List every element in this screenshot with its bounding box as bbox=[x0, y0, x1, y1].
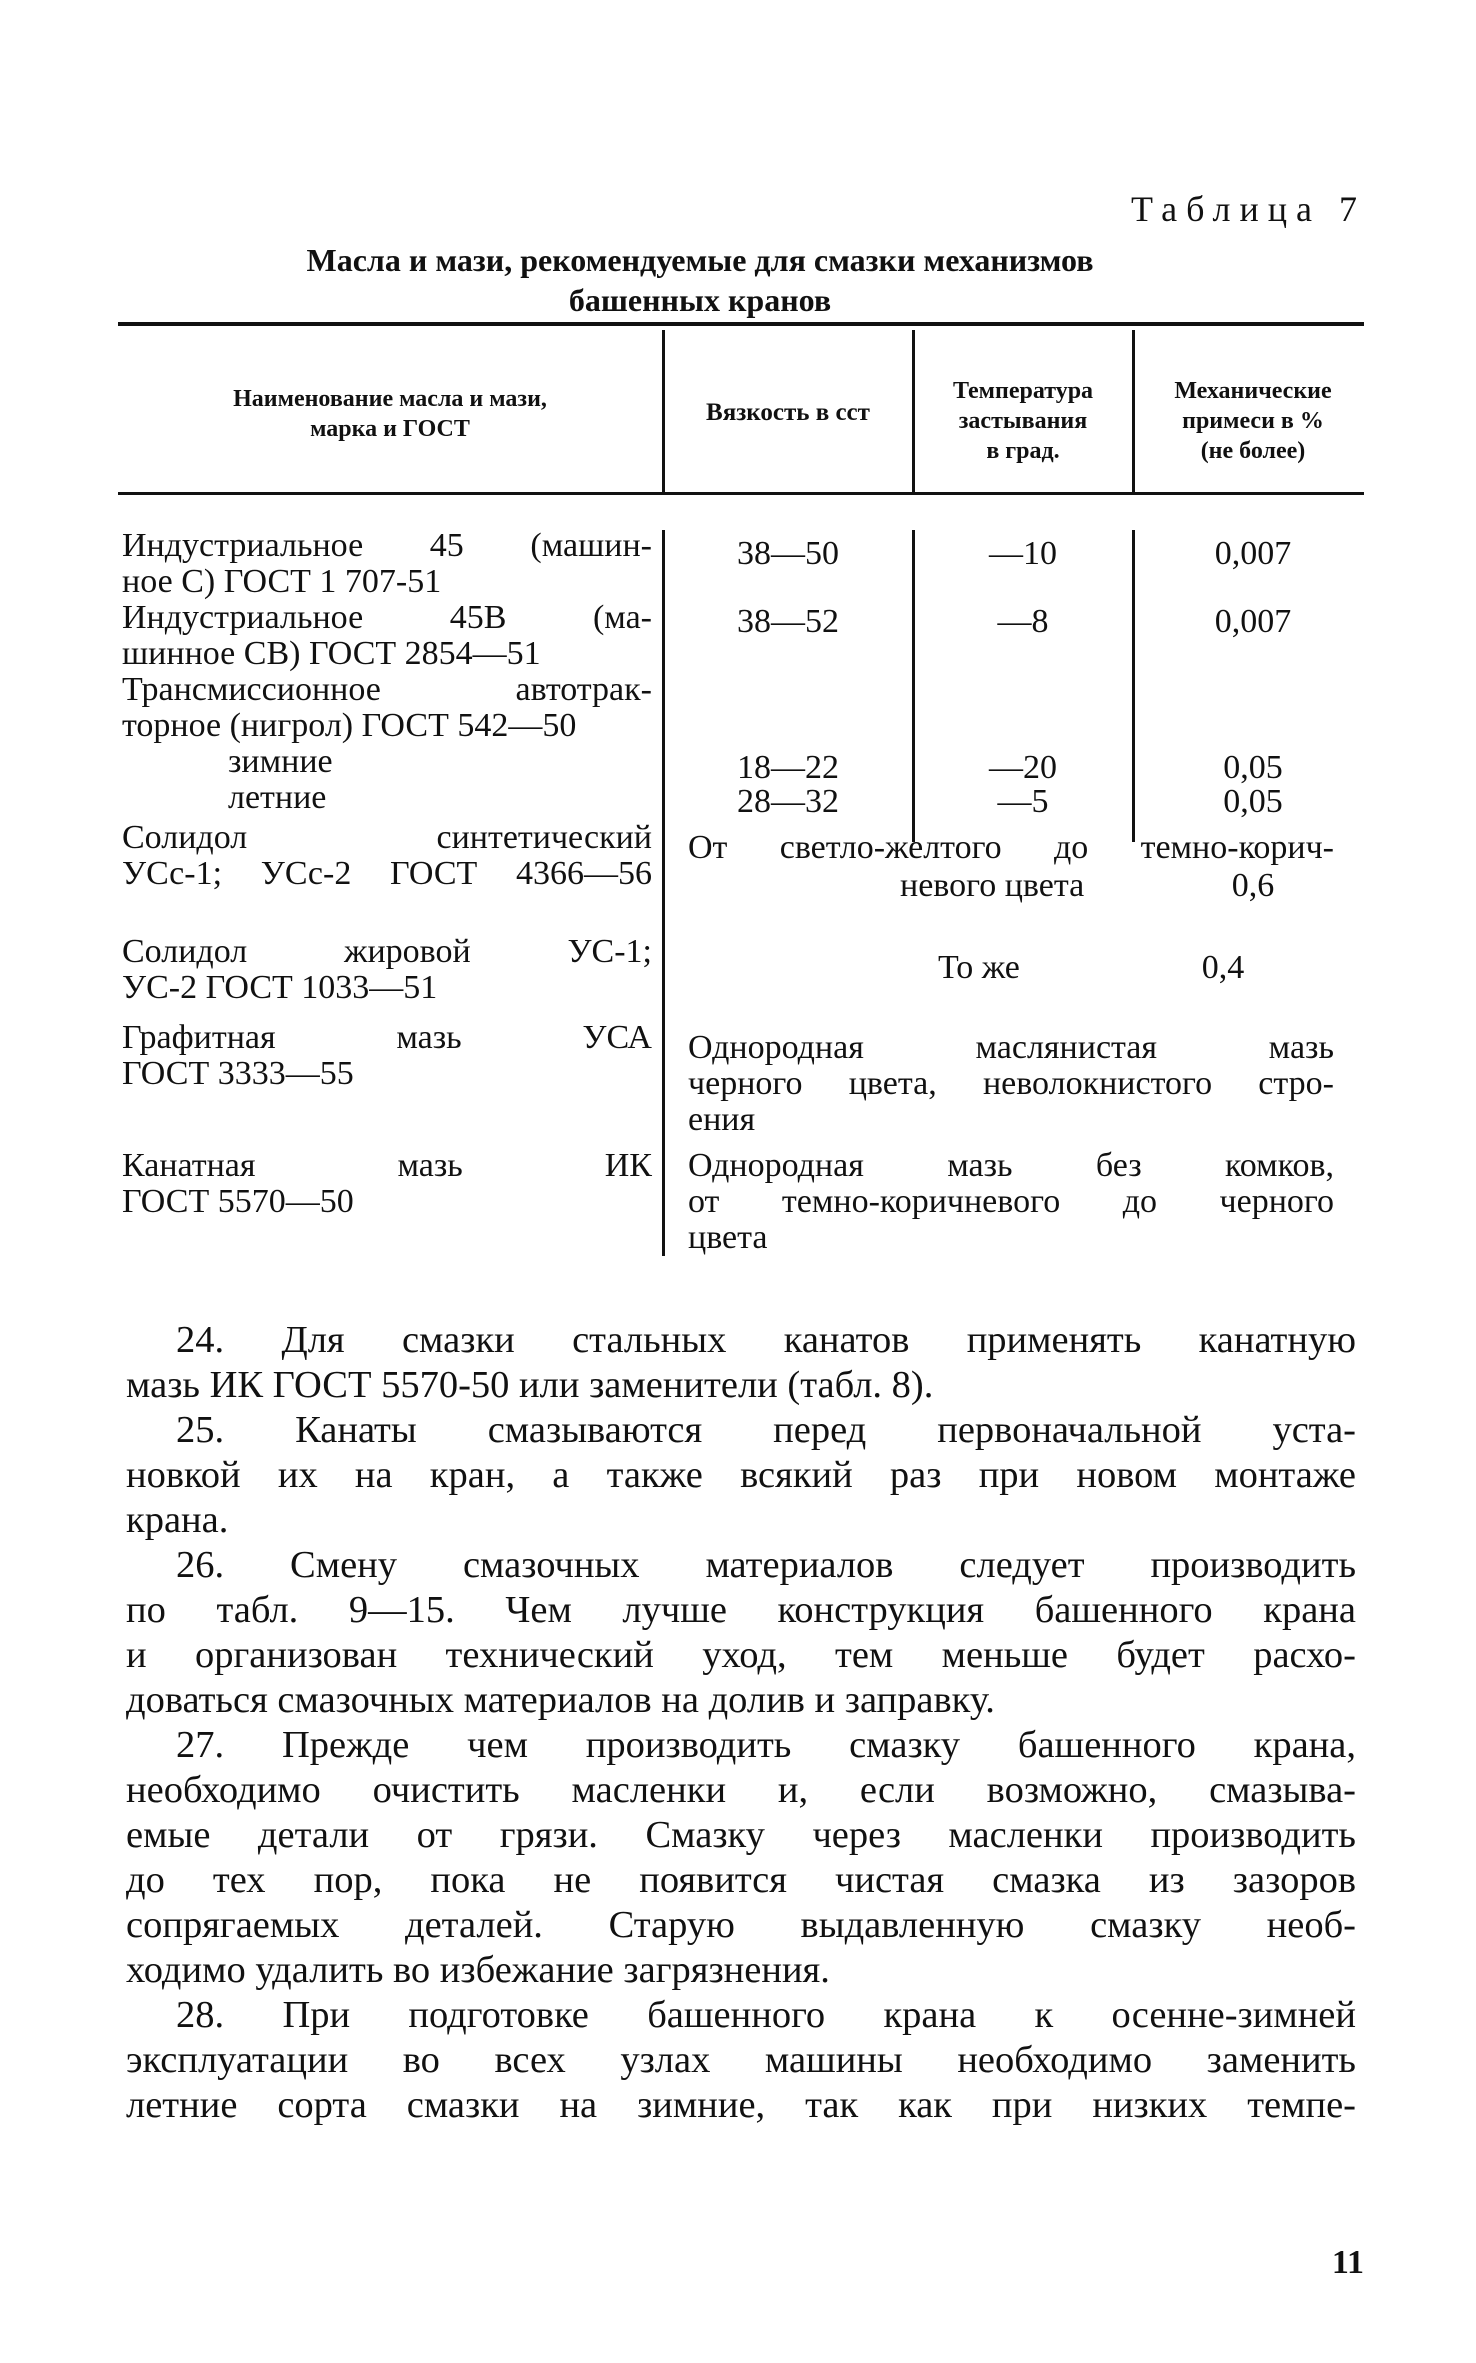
header-text: в град. bbox=[986, 438, 1060, 464]
table-row-name bbox=[122, 1148, 652, 1220]
table-merged-description bbox=[688, 1030, 1334, 1138]
table-title-line: башенных кранов bbox=[568, 282, 832, 318]
paragraph-25 bbox=[126, 1408, 1356, 1543]
header-text: (не более) bbox=[1200, 438, 1306, 464]
table-cell-impurity: 0,007 bbox=[1214, 535, 1292, 572]
text-line: крана. bbox=[126, 1499, 229, 1541]
table-cell-impurity: 0,05 bbox=[1223, 783, 1283, 820]
table-row-name: летние bbox=[228, 779, 327, 816]
paragraph-28 bbox=[126, 1993, 1356, 2128]
paragraph-24 bbox=[126, 1318, 1356, 1408]
header-text: Механические bbox=[1174, 378, 1332, 404]
cell-text: шинное СВ) ГОСТ 2854—51 bbox=[122, 635, 541, 672]
cell-text: Индустриальное 45 (машин- bbox=[122, 527, 652, 564]
text-line: 24. Для смазки стальных канатов применять канатную bbox=[176, 1319, 1356, 1361]
table-cell-temperature: —20 bbox=[989, 749, 1057, 786]
table-row-name bbox=[122, 934, 652, 1006]
text-line: емые детали от грязи. Смазку через масленки производить bbox=[126, 1814, 1356, 1856]
cell-text: ГОСТ 3333—55 bbox=[122, 1055, 354, 1092]
header-text: застывания bbox=[958, 408, 1088, 434]
column-divider bbox=[912, 530, 915, 842]
cell-text: от темно-коричневого до черного bbox=[688, 1183, 1334, 1220]
cell-text: Графитная мазь УСА bbox=[122, 1019, 652, 1056]
table-row-name bbox=[122, 600, 652, 672]
text-line: и организован технический уход, тем меньше будет расхо- bbox=[126, 1634, 1356, 1676]
table-cell-impurity: 0,05 bbox=[1223, 749, 1283, 786]
table-cell-viscosity: 28—32 bbox=[737, 783, 839, 820]
text-line: 27. Прежде чем производить смазку башенного крана, bbox=[176, 1724, 1356, 1766]
table-number: Таблица 7 bbox=[1131, 189, 1366, 229]
table-title-line: Масла и мази, рекомендуемые для смазки механизмов bbox=[306, 242, 1094, 278]
header-text: Вязкость в сст bbox=[706, 399, 870, 426]
table-cell-impurity: 0,6 bbox=[1231, 867, 1275, 904]
table-merged-description bbox=[688, 1148, 1334, 1256]
cell-text: Однородная маслянистая мазь bbox=[688, 1029, 1334, 1066]
table-cell-temperature: —5 bbox=[997, 783, 1049, 820]
text-line: доваться смазочных материалов на долив и заправку. bbox=[126, 1679, 995, 1721]
table-merged-description: То же bbox=[938, 949, 1020, 986]
cell-text: УСс-1; УСс-2 ГОСТ 4366—56 bbox=[122, 855, 652, 892]
column-divider bbox=[1132, 530, 1135, 842]
table-cell-temperature: —10 bbox=[989, 535, 1057, 572]
table-row-name: зимние bbox=[228, 743, 333, 780]
header-impurity bbox=[1138, 376, 1368, 466]
table-cell-viscosity: 18—22 bbox=[737, 749, 839, 786]
header-viscosity bbox=[668, 398, 908, 428]
cell-text: Индустриальное 45В (ма- bbox=[122, 599, 652, 636]
paragraph-26 bbox=[126, 1543, 1356, 1723]
cell-text: УС-2 ГОСТ 1033—51 bbox=[122, 969, 438, 1006]
text-line: 26. Смену смазочных материалов следует производить bbox=[176, 1544, 1356, 1586]
table-row-name bbox=[122, 528, 652, 600]
column-divider bbox=[1132, 330, 1135, 492]
cell-text: торное (нигрол) ГОСТ 542—50 bbox=[122, 707, 577, 744]
text-line: ходимо удалить во избежание загрязнения. bbox=[126, 1949, 830, 1991]
text-line: необходимо очистить масленки и, если возможно, смазыва- bbox=[126, 1769, 1356, 1811]
column-divider bbox=[662, 330, 665, 492]
cell-text: Трансмиссионное автотрак- bbox=[122, 671, 652, 708]
cell-text: Солидол жировой УС-1; bbox=[122, 933, 652, 970]
cell-text: черного цвета, неволокнистого стро- bbox=[688, 1065, 1334, 1102]
table-row-name bbox=[122, 820, 652, 892]
header-temperature bbox=[918, 376, 1128, 466]
column-divider bbox=[912, 330, 915, 492]
table-merged-description: невого цвета bbox=[900, 867, 1085, 904]
text-line: по табл. 9—15. Чем лучше конструкция башенного крана bbox=[126, 1589, 1356, 1631]
cell-text: ения bbox=[688, 1101, 756, 1138]
text-line: эксплуатации во всех узлах машины необходимо заменить bbox=[126, 2039, 1356, 2081]
table-row-name bbox=[122, 672, 652, 744]
text-line: новкой их на кран, а также всякий раз при новом монтаже bbox=[126, 1454, 1356, 1496]
table-cell-viscosity: 38—52 bbox=[737, 603, 839, 640]
paragraph-27 bbox=[126, 1723, 1356, 1993]
cell-text: Солидол синтетический bbox=[122, 819, 652, 856]
table-header-rule bbox=[118, 492, 1364, 495]
table-cell-temperature: —8 bbox=[997, 603, 1049, 640]
page-number: 11 bbox=[1331, 2244, 1364, 2281]
text-line: сопрягаемых деталей. Старую выдавленную смазку необ- bbox=[126, 1904, 1356, 1946]
header-name bbox=[150, 384, 630, 444]
table-cell-impurity: 0,4 bbox=[1201, 949, 1245, 986]
cell-text: От светло-желтого до темно-корич- bbox=[688, 829, 1334, 866]
cell-text: ГОСТ 5570—50 bbox=[122, 1183, 354, 1220]
table-cell-viscosity: 38—50 bbox=[737, 535, 839, 572]
text-line: мазь ИК ГОСТ 5570-50 или заменители (табл. 8). bbox=[126, 1364, 934, 1406]
text-line: 25. Канаты смазываются перед первоначальной уста- bbox=[176, 1409, 1356, 1451]
cell-text: Канатная мазь ИК bbox=[122, 1147, 652, 1184]
table-row-name bbox=[122, 1020, 652, 1092]
header-text: Наименование масла и мази, bbox=[233, 386, 547, 412]
table-cell-impurity: 0,007 bbox=[1214, 603, 1292, 640]
header-text: Температура bbox=[952, 378, 1094, 404]
text-line: до тех пор, пока не появится чистая смазка из зазоров bbox=[126, 1859, 1356, 1901]
table-merged-description bbox=[688, 830, 1334, 866]
cell-text: цвета bbox=[688, 1219, 768, 1256]
header-text: примеси в % bbox=[1182, 408, 1324, 434]
table-top-rule bbox=[118, 322, 1364, 326]
text-line: летние сорта смазки на зимние, так как при низких темпе- bbox=[126, 2084, 1356, 2126]
table-title bbox=[200, 240, 1200, 320]
header-text: марка и ГОСТ bbox=[310, 416, 470, 442]
cell-text: Однородная мазь без комков, bbox=[688, 1147, 1334, 1184]
column-divider bbox=[662, 530, 665, 1256]
text-line: 28. При подготовке башенного крана к осенне-зимней bbox=[176, 1994, 1356, 2036]
cell-text: ное С) ГОСТ 1 707-51 bbox=[122, 563, 442, 600]
